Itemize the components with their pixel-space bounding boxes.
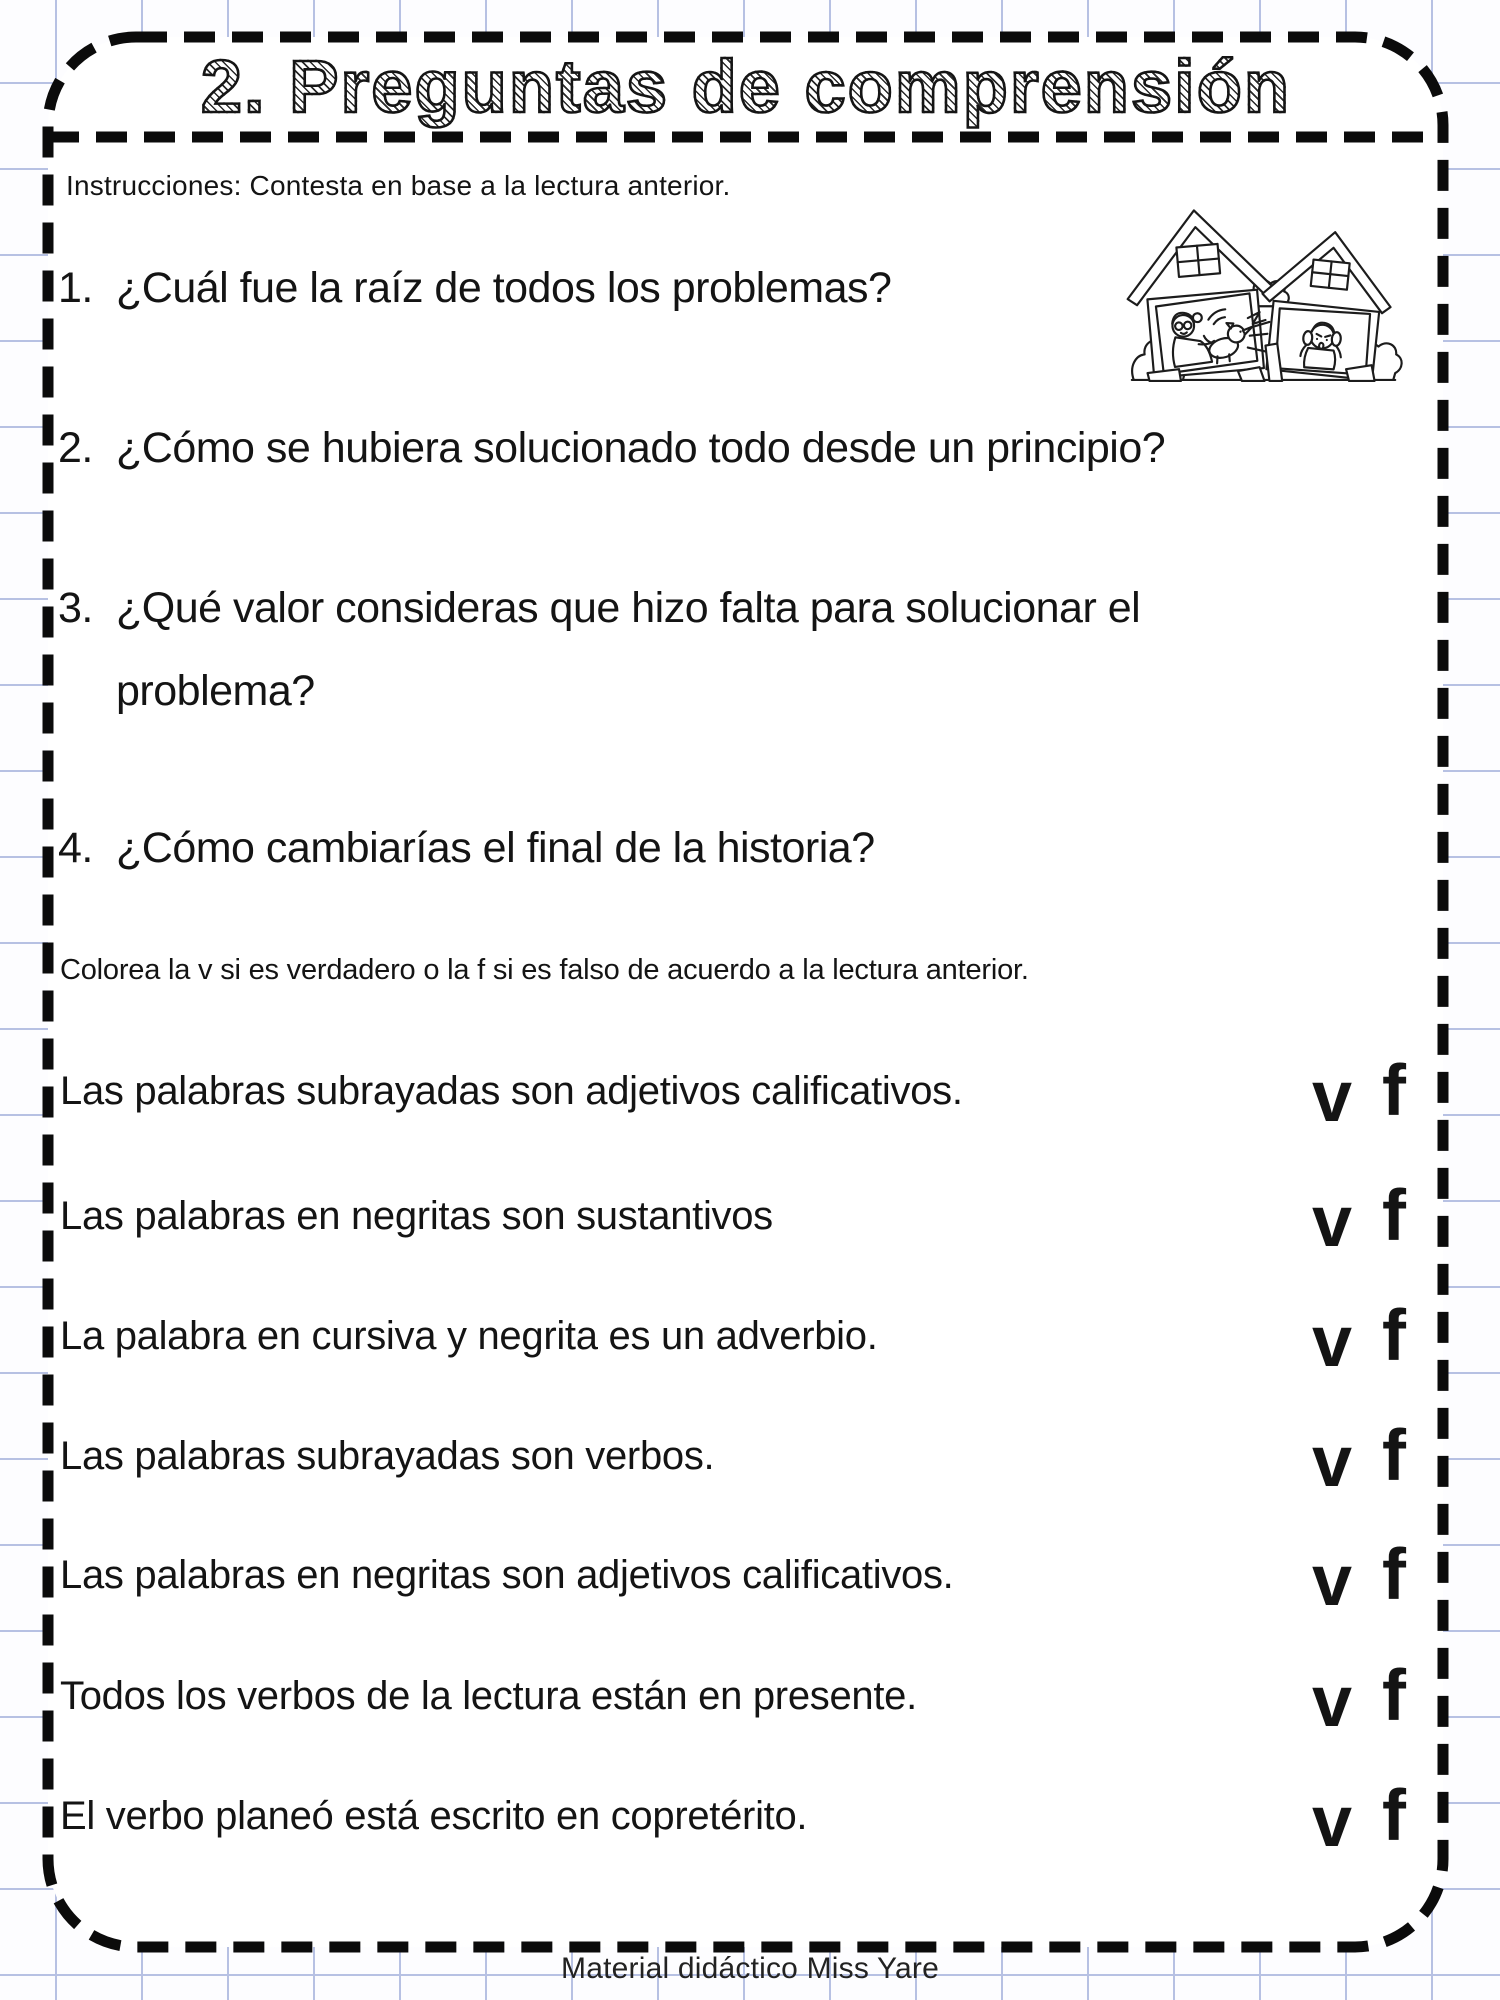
vf-options bbox=[1311, 1656, 1410, 1742]
question-number: 4. bbox=[58, 824, 93, 872]
vf-options bbox=[1311, 1296, 1410, 1382]
tf-statement: Todos los verbos de la lectura están en presente. bbox=[60, 1673, 917, 1718]
footer-credit: Material didáctico Miss Yare bbox=[561, 1952, 939, 1985]
false-option[interactable]: f bbox=[1382, 1051, 1406, 1131]
false-option[interactable]: f bbox=[1382, 1535, 1406, 1615]
tf-statement: Las palabras subrayadas son verbos. bbox=[60, 1433, 715, 1478]
vf-options bbox=[1311, 1051, 1410, 1137]
question-text: ¿Cuál fue la raíz de todos los problemas? bbox=[116, 264, 892, 312]
question-number: 1. bbox=[58, 264, 93, 312]
true-option[interactable]: v bbox=[1311, 1782, 1353, 1862]
tf-row bbox=[60, 1644, 1410, 1748]
false-option[interactable]: f bbox=[1382, 1776, 1406, 1856]
title-band bbox=[48, 37, 1444, 137]
tf-row bbox=[60, 1164, 1410, 1268]
tf-statement: El verbo planeó está escrito en copretérito. bbox=[60, 1793, 808, 1838]
question-text: ¿Cómo cambiarías el final de la historia? bbox=[116, 824, 875, 872]
tf-statement: Las palabras en negritas son adjetivos calificativos. bbox=[60, 1552, 954, 1597]
question-4 bbox=[58, 807, 1276, 890]
tf-row bbox=[60, 1284, 1410, 1388]
question-number: 3. bbox=[58, 584, 93, 632]
true-option[interactable]: v bbox=[1311, 1302, 1353, 1382]
tf-statement: Las palabras subrayadas son adjetivos calificativos. bbox=[60, 1068, 963, 1113]
question-text: ¿Cómo se hubiera solucionado todo desde un principio? bbox=[116, 424, 1166, 472]
vf-options bbox=[1311, 1776, 1410, 1862]
tf-row bbox=[60, 1404, 1410, 1508]
false-option[interactable]: f bbox=[1382, 1416, 1406, 1496]
vf-options bbox=[1311, 1535, 1410, 1621]
false-option[interactable]: f bbox=[1382, 1176, 1406, 1256]
false-option[interactable]: f bbox=[1382, 1296, 1406, 1376]
false-option[interactable]: f bbox=[1382, 1656, 1406, 1736]
page-title: 2. Preguntas de comprensión bbox=[200, 45, 1292, 128]
tf-row bbox=[60, 1764, 1410, 1868]
vf-options bbox=[1311, 1176, 1410, 1262]
true-option[interactable]: v bbox=[1311, 1541, 1353, 1621]
neighbors-illustration bbox=[1122, 196, 1407, 388]
tf-statement: Las palabras en negritas son sustantivos bbox=[60, 1193, 773, 1238]
true-false-instruction: Colorea la v si es verdadero o la f si es falso de acuerdo a la lectura anterior. bbox=[60, 954, 1029, 986]
question-3 bbox=[58, 567, 1276, 733]
question-text: ¿Qué valor consideras que hizo falta para solucionar el problema? bbox=[116, 584, 1141, 715]
true-option[interactable]: v bbox=[1311, 1057, 1353, 1137]
question-2 bbox=[58, 407, 1276, 490]
question-number: 2. bbox=[58, 424, 93, 472]
true-option[interactable]: v bbox=[1311, 1182, 1353, 1262]
true-option[interactable]: v bbox=[1311, 1422, 1353, 1502]
question-1 bbox=[58, 247, 1276, 330]
instructions-text: Instrucciones: Contesta en base a la lectura anterior. bbox=[66, 170, 731, 201]
vf-options bbox=[1311, 1416, 1410, 1502]
tf-row bbox=[60, 1523, 1410, 1627]
true-option[interactable]: v bbox=[1311, 1662, 1353, 1742]
tf-row bbox=[60, 1039, 1410, 1143]
tf-statement: La palabra en cursiva y negrita es un adverbio. bbox=[60, 1313, 878, 1358]
